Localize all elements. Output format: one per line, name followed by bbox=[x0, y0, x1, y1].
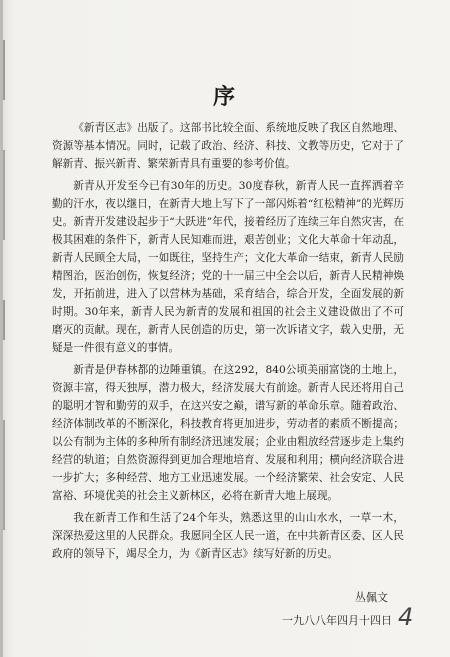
preface-body bbox=[52, 119, 404, 567]
page-title: 序 bbox=[212, 84, 237, 110]
author-signature: 丛佩文 bbox=[355, 591, 388, 604]
paragraph-4: 我在新青工作和生活了24个年头，熟悉这里的山山水水，一草一木，深深热爱这里的人民群众。我愿同全区人民一道，在中共新青区委、区人民政府的领导下，竭尽全力，为《新青区志》续写好新的历史。 bbox=[52, 512, 404, 560]
preface-date: 一九八八年四月十四日 bbox=[282, 614, 392, 627]
paragraph-3: 新青是伊春林都的边陲重镇。在这292，840公顷美丽富饶的土地上，资源丰富，得天独厚，潜力极大，经济发展大有前途。新青人民还将用自己的聪明才智和勤劳的双手，在这兴安之巅，谱写新的革命乐章。随着政治、经济体制改革的不断深化，科技教育将更加进步，劳动者的素质不断提高；以公有制为主体的多种所有制经济迅速发展；企业由粗放经营逐步走上集约经营的轨道；自然资源得到更加合理地培育、发展和利用；横向经济联合进一步扩大；多种经营、地方工业迅速发展。一个经济繁荣、社会安定、人民富裕、环境优美的社会主义新林区，必将在新青大地上展现。 bbox=[52, 364, 404, 502]
paragraph-1: 《新青区志》出版了。这部书比较全面、系统地反映了我区自然地理、资源等基本情况。同时，记载了政治、经济、科技、文教等历史，它对于了解新青、振兴新青、繁荣新青具有重要的参考价值。 bbox=[52, 122, 404, 170]
paragraph-2: 新青从开发至今已有30年的历史。30度春秋，新青人民一直挥洒着辛勤的汗水，夜以继日，在新青大地上写下了一部闪烁着“红松精神”的光辉历史。新青开发建设起步于“大跃进”年代，接着经历了连续三年自然灾害，在极其困难的条件下，新青人民知难而进，艰苦创业；文化大革命十年动乱，新青人民顾全大局，一如既往，坚持生产；文化大革命一结束，新青人民励精图治，医治创伤，恢复经济；党的十一届三中全会以后，新青人民精神焕发，开拓前进，进入了以营林为基础，采育结合，综合开发，全面发展的新时期。30年来，新青人民为新青的发展和祖国的社会主义建设做出了不可磨灭的贡献。现在，新青人民创造的历史，第一次诉诸文字，载入史册，无疑是一件很有意义的事情。 bbox=[52, 180, 404, 354]
page-number: 4 bbox=[398, 603, 414, 631]
